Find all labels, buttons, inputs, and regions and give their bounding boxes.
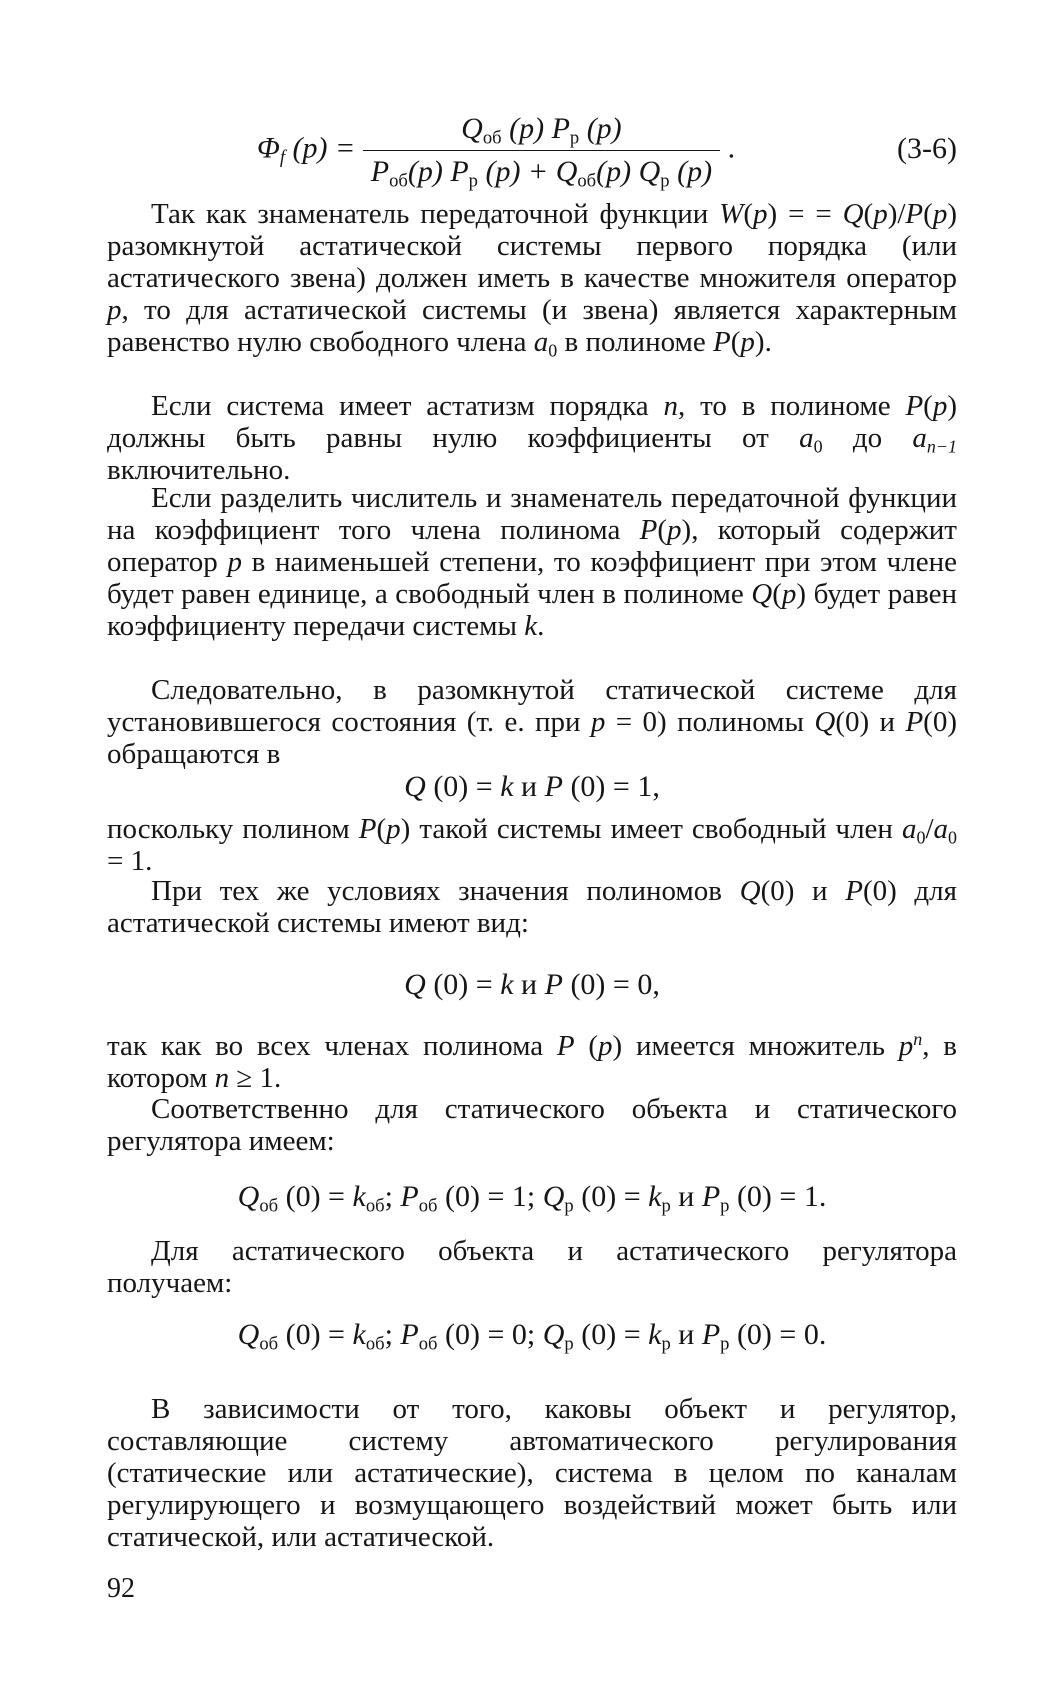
formula-number: (3-6) — [897, 132, 957, 165]
paragraph-6: При тех же условиях значения полиномов Q(0) и P(0) для астатической системы имеют вид: — [107, 875, 957, 939]
paragraph-7: так как во всех членах полинома P (p) имеется множитель $p^n$, в котором n ≥ 1. — [107, 1029, 957, 1094]
equation-astatic-object-regulator: $Q_{об}$ $(0) = k_{об}$; $P_{об}$ (0) = 0; $Q_р$ $(0) = k_р$ и $P_р$ (0) = 0. — [237, 1318, 827, 1355]
equation-static-system: Q (0) = k и P (0) = 1, — [404, 770, 660, 803]
fraction-denominator: $P_{об}(p)$ $P_р$ $(p) + Q_{об}(p)$ $Q_р$ (p) — [370, 155, 713, 192]
fraction-numerator: $Q_{об}$ (p) $P_р$ (p) — [363, 112, 720, 151]
formula-3-6: $\Phi_f$ (p) = $\frac{Q_{об} (p) P_р (p)}{P_{об}(p) P_р (p) + Q_{об}(p) Q_р (p)}$ . — [257, 112, 736, 192]
page-number: 92 — [107, 1573, 135, 1604]
equation-static-object-regulator: $Q_{об}$ $(0) = k_{об}$; $P_{об}$ (0) = 1; $Q_р$ $(0) = k_р$ и $P_р$ (0) = 1. — [237, 1180, 827, 1217]
paragraph-9: Для астатического объекта и астатического регулятора получаем: — [107, 1235, 957, 1299]
paragraph-3: Если разделить числитель и знаменатель передаточной функции на коэффициент того члена полинома P(p), который содержит оператор p в наименьшей степени, то коэффициент при этом члене будет равен единице, а свободный член в полиноме Q(p) будет равен коэффициенту передачи системы k. — [107, 482, 957, 642]
equation-astatic-system: Q (0) = k и P (0) = 0, — [404, 968, 660, 1001]
paragraph-2: Если система имеет астатизм порядка n, то в полиноме P(p) должны быть равны нулю коэффициенты от $a_0$ до $a_{n-1}$ включительно. — [107, 390, 958, 486]
paragraph-1: Так как знаменатель передаточной функции W(p) = = Q(p)/P(p) разомкнутой астатической системы первого порядка (или астатического звена) должен иметь в качестве множителя оператор p, то для астатической системы (и звена) является характерным равенство нулю свободного члена $a_0$ в полиноме P(p). — [107, 198, 957, 361]
paragraph-8: Соответственно для статического объекта и статического регулятора имеем: — [107, 1093, 957, 1157]
text-column — [107, 0, 957, 1684]
paragraph-5: поскольку полином P(p) такой системы имеет свободный член $a_0/a_0 = 1$. — [107, 813, 958, 877]
fraction — [363, 112, 720, 192]
paragraph-10: В зависимости от того, каковы объект и регулятор, составляющие систему автоматического регулирования (статические или астатические), система в целом по каналам регулирующего и возмущающего воздействий может быть или статической, или астатической. — [107, 1393, 957, 1553]
paragraph-4: Следовательно, в разомкнутой статической системе для установившегося состояния (т. е. при p = 0) полиномы Q(0) и P(0) обращаются в — [107, 674, 957, 770]
